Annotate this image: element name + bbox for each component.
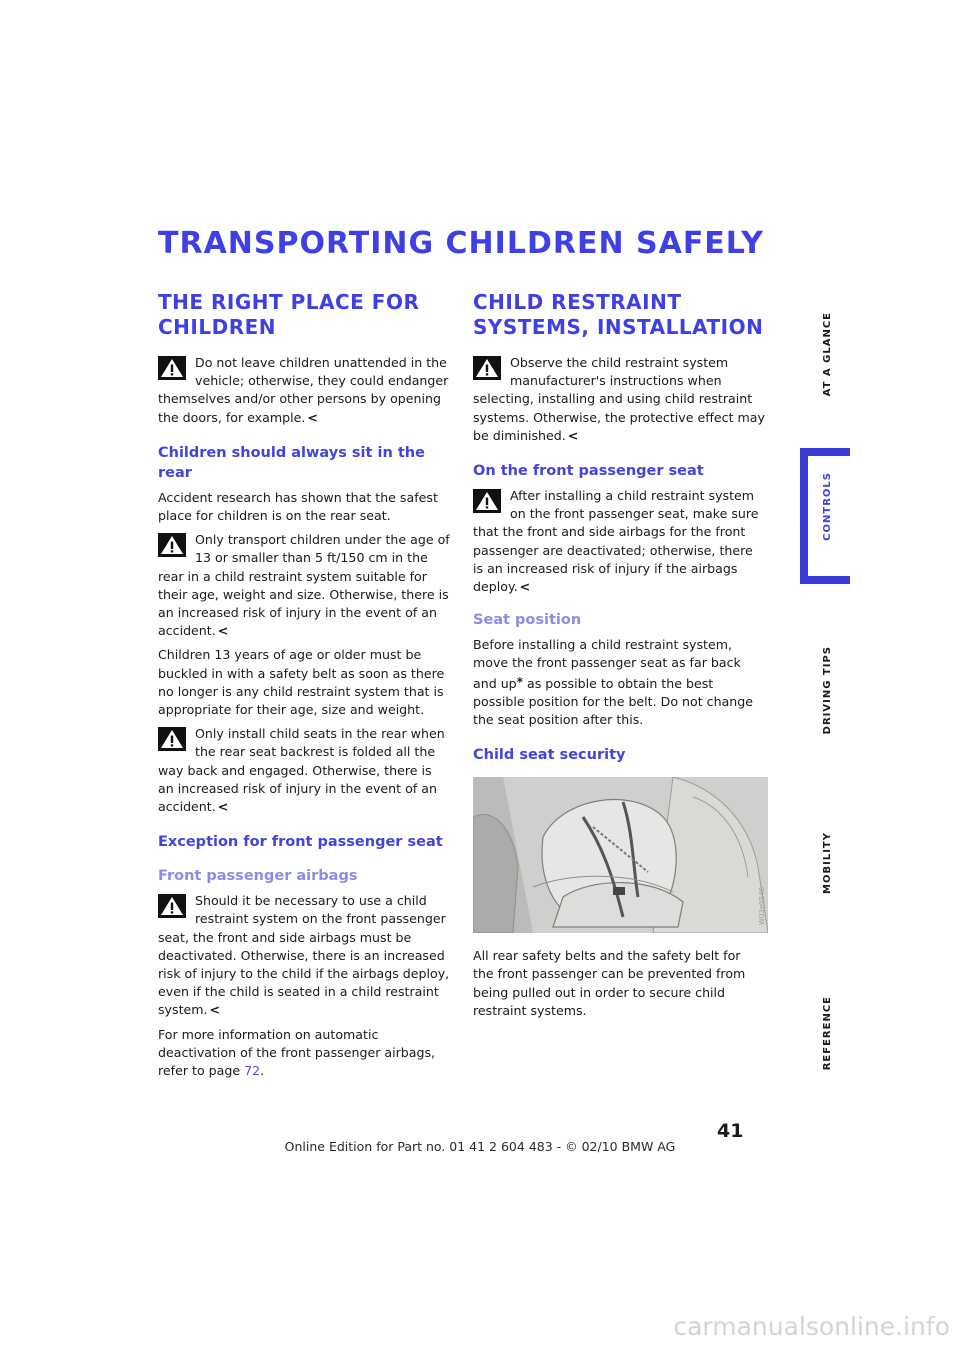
warning-note bbox=[158, 531, 450, 640]
warning-text: Should it be necessary to use a child restraint system on the front passenger seat, the front and side airbags must be deactivated. Otherwise, there is an increased risk of injury to the child if the airbags deploy, even if the child is seated in a child restraint system. bbox=[158, 893, 450, 1018]
section-heading-restraint-systems: CHILD RESTRAINT SYSTEMS, INSTALLATION bbox=[473, 290, 764, 339]
tab-mobility[interactable]: MOBILITY bbox=[822, 832, 833, 894]
paragraph bbox=[473, 636, 765, 729]
paragraph: All rear safety belts and the safety belt for the front passenger can be prevented from being pulled out in order to secure child restraint systems. bbox=[473, 948, 746, 1018]
section-heading-right-place: THE RIGHT PLACE FOR CHILDREN bbox=[158, 290, 420, 339]
warning-note bbox=[158, 725, 450, 816]
warning-icon bbox=[158, 356, 186, 380]
warning-note bbox=[158, 354, 450, 427]
warning-icon bbox=[473, 489, 501, 513]
minor-heading-airbags: Front passenger airbags bbox=[158, 868, 358, 885]
warning-text: After installing a child restraint system on the front passenger seat, make sure that the front and side airbags for the front passenger are deactivated; otherwise, there is an increased risk of injury if the airbags deploy. bbox=[473, 488, 759, 595]
page-title: TRANSPORTING CHILDREN SAFELY bbox=[158, 226, 764, 261]
end-mark: < bbox=[209, 1002, 221, 1018]
subheading-exception: Exception for front passenger seat bbox=[158, 834, 443, 851]
child-seat-drawing bbox=[473, 777, 768, 933]
end-mark: < bbox=[567, 427, 579, 443]
end-mark: < bbox=[519, 579, 531, 595]
page-reference-link[interactable]: 72 bbox=[244, 1063, 261, 1079]
child-seat-illustration bbox=[473, 777, 768, 933]
paragraph: Accident research has shown that the safest place for children is on the rear seat. bbox=[158, 489, 438, 524]
warning-icon bbox=[158, 727, 186, 751]
warning-icon bbox=[158, 533, 186, 557]
paragraph bbox=[158, 1026, 450, 1081]
paragraph-text: Before installing a child restraint system, move the front passenger seat as far back and up bbox=[473, 637, 741, 691]
warning-note bbox=[158, 892, 450, 1019]
paragraph-end: . bbox=[260, 1063, 265, 1079]
paragraph: Children 13 years of age or older must be buckled in with a safety belt as soon as there no longer is any child restraint system that is appropriate for their age, size and weight. bbox=[158, 647, 445, 718]
warning-text: Only install child seats in the rear when the rear seat backrest is folded all the way back and engaged. Otherwise, there is an increased risk of injury in the event of an accident. bbox=[158, 726, 445, 815]
tab-controls[interactable]: CONTROLS bbox=[822, 472, 833, 541]
warning-text: Observe the child restraint system manufacturer's instructions when selecting, installing and using child restraint systems. Otherwise, the protective effect may be diminished. bbox=[473, 355, 765, 443]
paragraph-text: For more information on automatic deactivation of the front passenger airbags, refer to page bbox=[158, 1026, 436, 1079]
chapter-tabs bbox=[800, 300, 858, 1100]
end-mark: < bbox=[307, 409, 318, 425]
figure-code: W03e0546 bbox=[758, 887, 766, 926]
warning-note bbox=[473, 487, 765, 596]
left-column bbox=[158, 290, 450, 1086]
warning-icon bbox=[158, 894, 186, 918]
warning-text: Only transport children under the age of 13 or smaller than 5 ft/150 cm in the rear in a child restraint system suitable for their age, weight and size. Otherwise, there is an increased risk of injury in the event of an accident. bbox=[158, 532, 450, 639]
warning-note bbox=[473, 354, 765, 445]
watermark: carmanualsonline.info bbox=[673, 1312, 950, 1341]
end-mark: < bbox=[217, 623, 229, 639]
warning-icon bbox=[473, 356, 501, 380]
subheading-child-seat-security: Child seat security bbox=[473, 747, 626, 764]
tab-at-a-glance[interactable]: AT A GLANCE bbox=[822, 312, 833, 397]
paragraph-text: as possible to obtain the best possible position for the belt. Do not change the seat position after this. bbox=[473, 675, 754, 728]
subheading-front-passenger: On the front passenger seat bbox=[473, 463, 704, 480]
end-mark: < bbox=[217, 799, 229, 815]
tab-reference[interactable]: REFERENCE bbox=[822, 996, 833, 1071]
subheading-rear: Children should always sit in the rear bbox=[158, 444, 425, 481]
page-number: 41 bbox=[717, 1120, 744, 1142]
optional-equipment-star: * bbox=[516, 674, 523, 689]
minor-heading-seat-position: Seat position bbox=[473, 612, 582, 629]
right-column bbox=[473, 290, 765, 1026]
warning-text: Do not leave children unattended in the vehicle; otherwise, they could endanger themselves and/or other persons by opening the doors, for example. bbox=[158, 355, 449, 425]
footer-text: Online Edition for Part no. 01 41 2 604 483 - © 02/10 BMW AG bbox=[284, 1139, 676, 1154]
tab-driving-tips[interactable]: DRIVING TIPS bbox=[822, 646, 833, 735]
